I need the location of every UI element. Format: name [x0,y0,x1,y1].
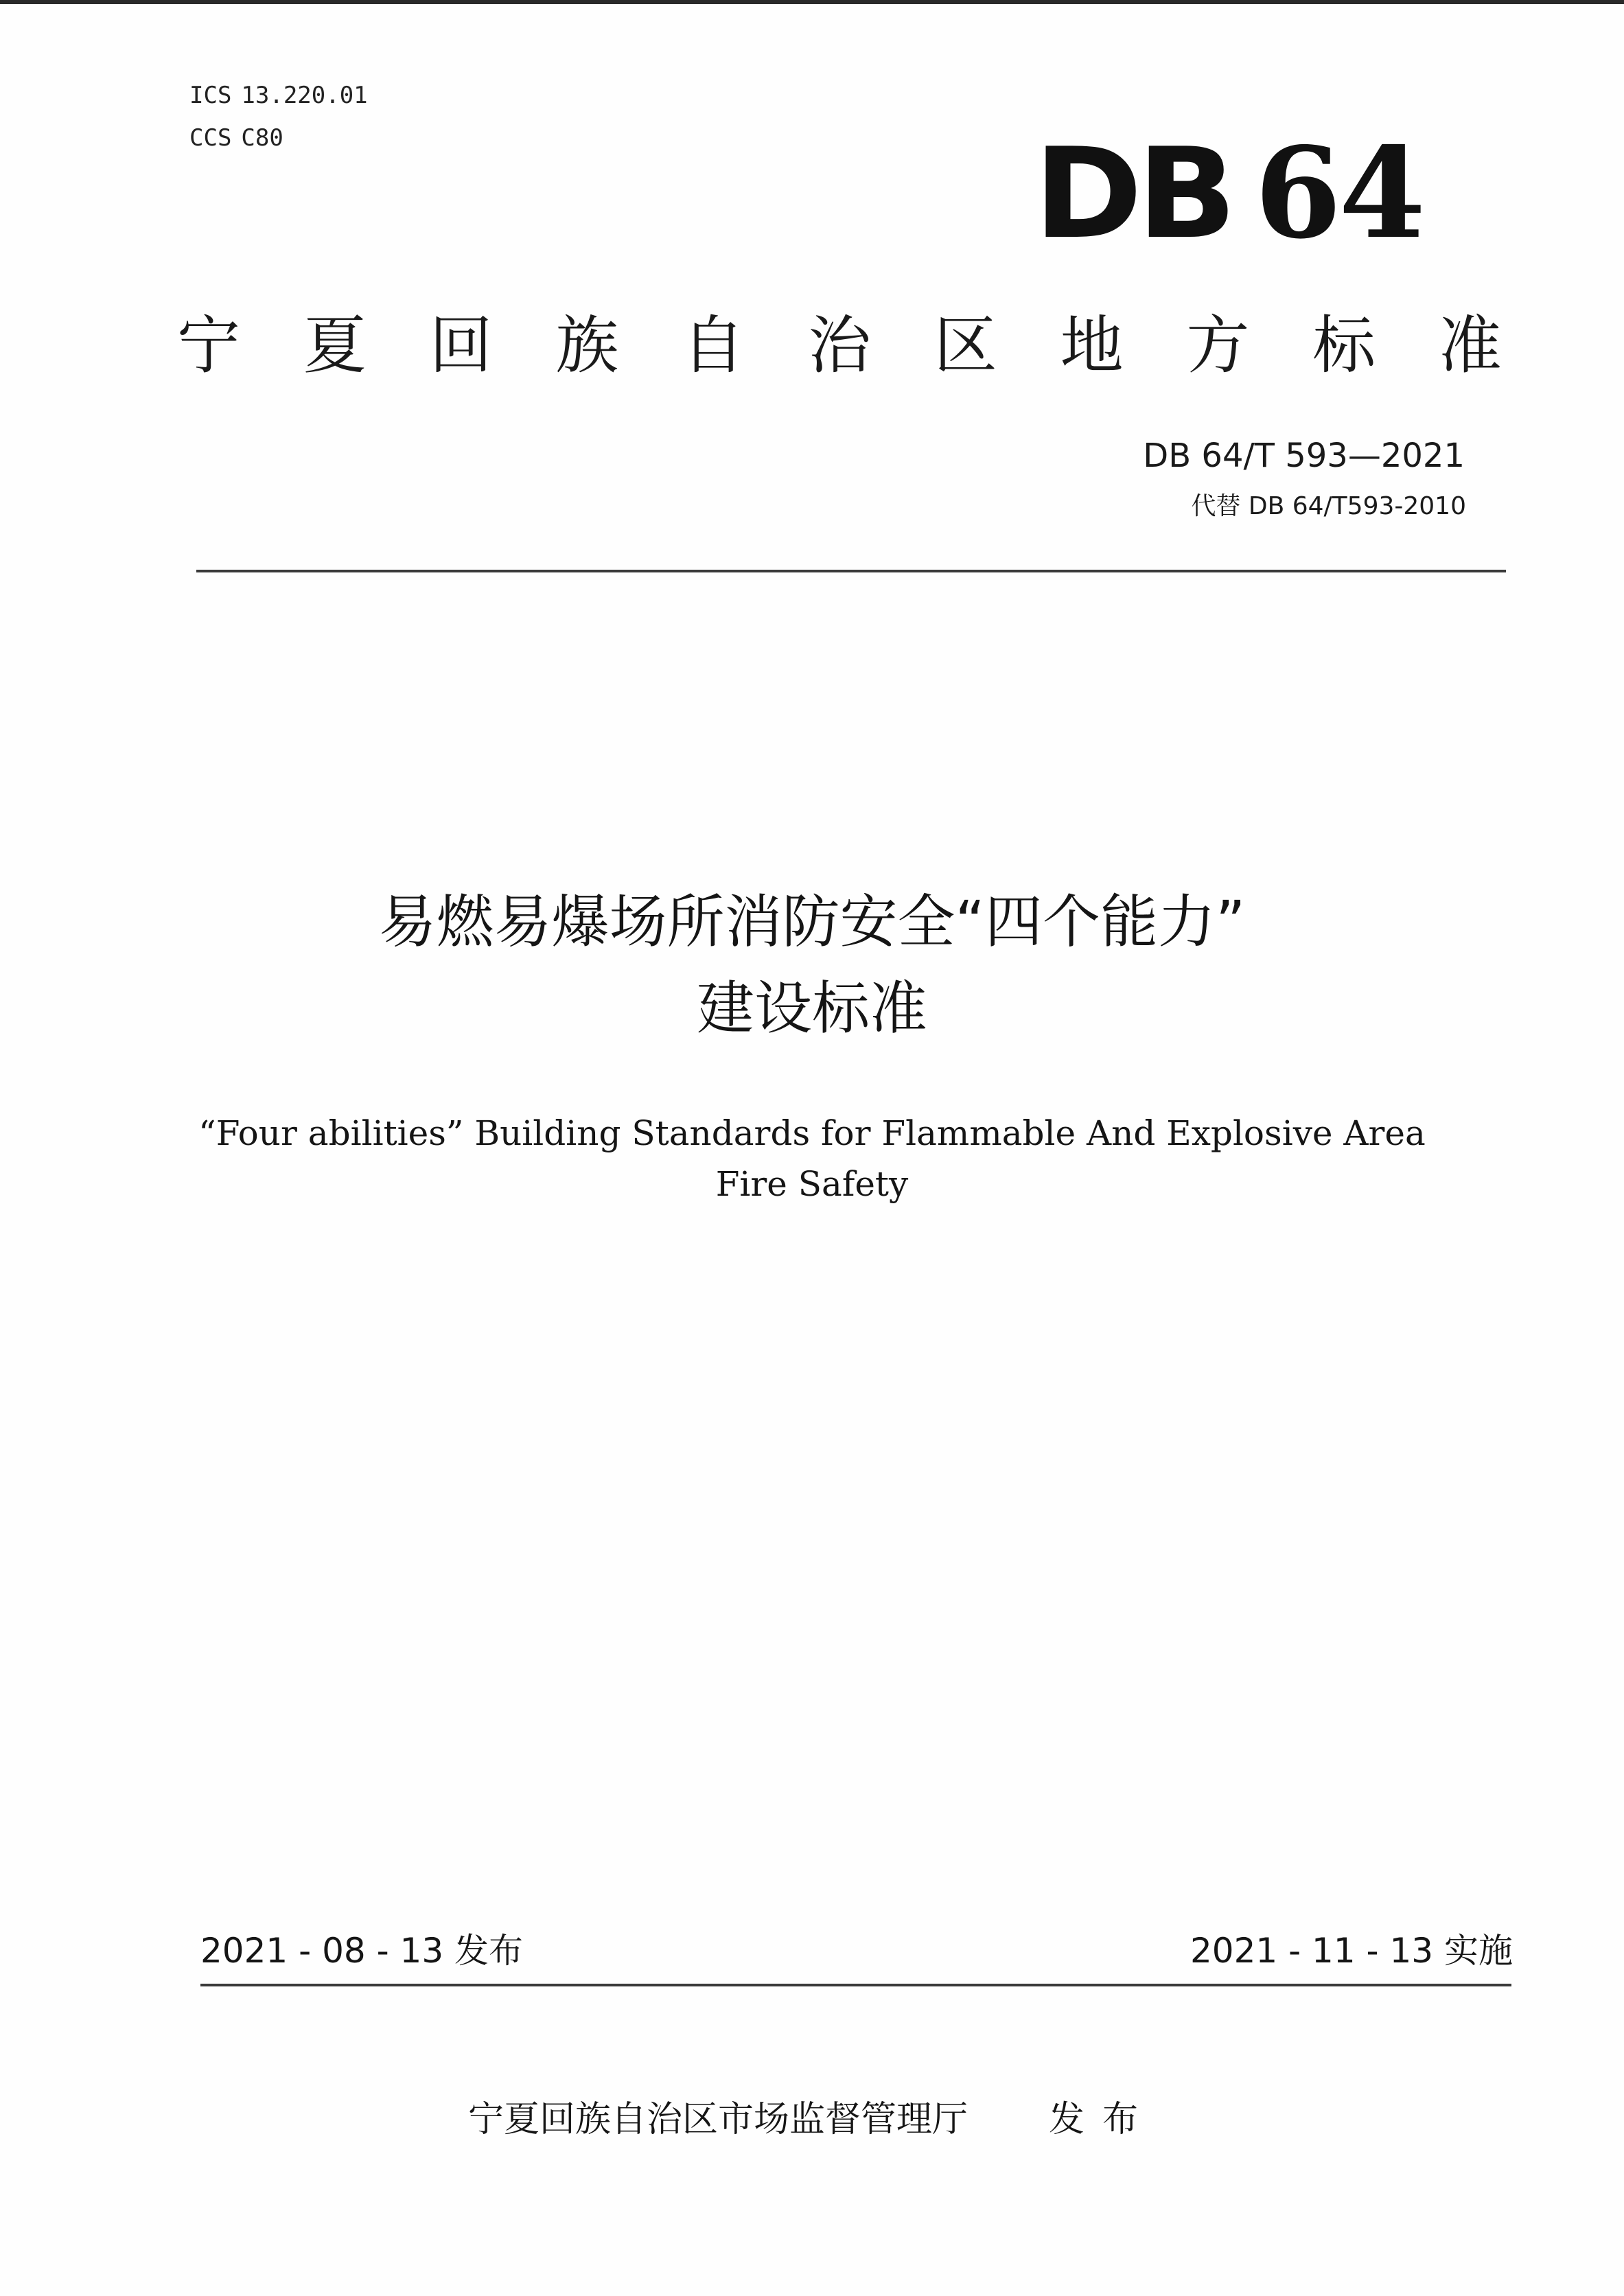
ics-code-row [189,74,368,117]
authority-char: 夏 [303,309,367,382]
authority-char: 自 [682,309,745,382]
english-title-line-1: “Four abilities” Building Standards for Flammable And Explosive Area [198,1113,1426,1153]
logo-db-text: DB [1034,121,1231,266]
top-edge-rule [0,0,1624,4]
authority-char: 治 [807,309,871,382]
authority-char: 标 [1312,309,1376,382]
chinese-title-line-2: 建设标准 [696,975,927,1042]
ics-label: ICS [189,82,232,109]
issue-date: 2021 - 08 - 13 发布 [200,1931,524,1971]
standard-number: DB 64/T 593—2021 [1143,437,1465,475]
effective-date: 2021 - 11 - 13 实施 [1190,1931,1513,1971]
publisher-name: 宁夏回族自治区市场监督管理厅 [467,2099,968,2140]
footer-divider [200,1984,1511,1986]
authority-char: 宁 [177,309,241,382]
publish-label: 发布 [1049,2099,1157,2140]
chinese-title-line-1: 易燃易爆场所消防安全“四个能力” [378,888,1246,955]
english-title [0,1108,1624,1209]
authority-char: 方 [1186,309,1250,382]
authority-char: 地 [1060,309,1124,382]
ccs-value: C80 [241,124,283,152]
ccs-code-row [189,117,368,159]
authority-standard-title [177,305,1502,387]
authority-char: 族 [555,309,619,382]
chinese-title [0,879,1624,1052]
db64-logo [1034,119,1424,266]
authority-char: 准 [1438,309,1502,382]
classification-codes [189,74,368,159]
header-divider [196,570,1506,572]
logo-number-text: 64 [1254,119,1424,266]
english-title-line-2: Fire Safety [715,1164,909,1204]
authority-char: 区 [933,309,997,382]
authority-char: 回 [429,309,493,382]
ccs-label: CCS [189,124,232,152]
publisher-line [0,2094,1624,2146]
replaces-standard: 代替 DB 64/T593-2010 [1191,492,1466,520]
ics-value: 13.220.01 [241,82,368,109]
